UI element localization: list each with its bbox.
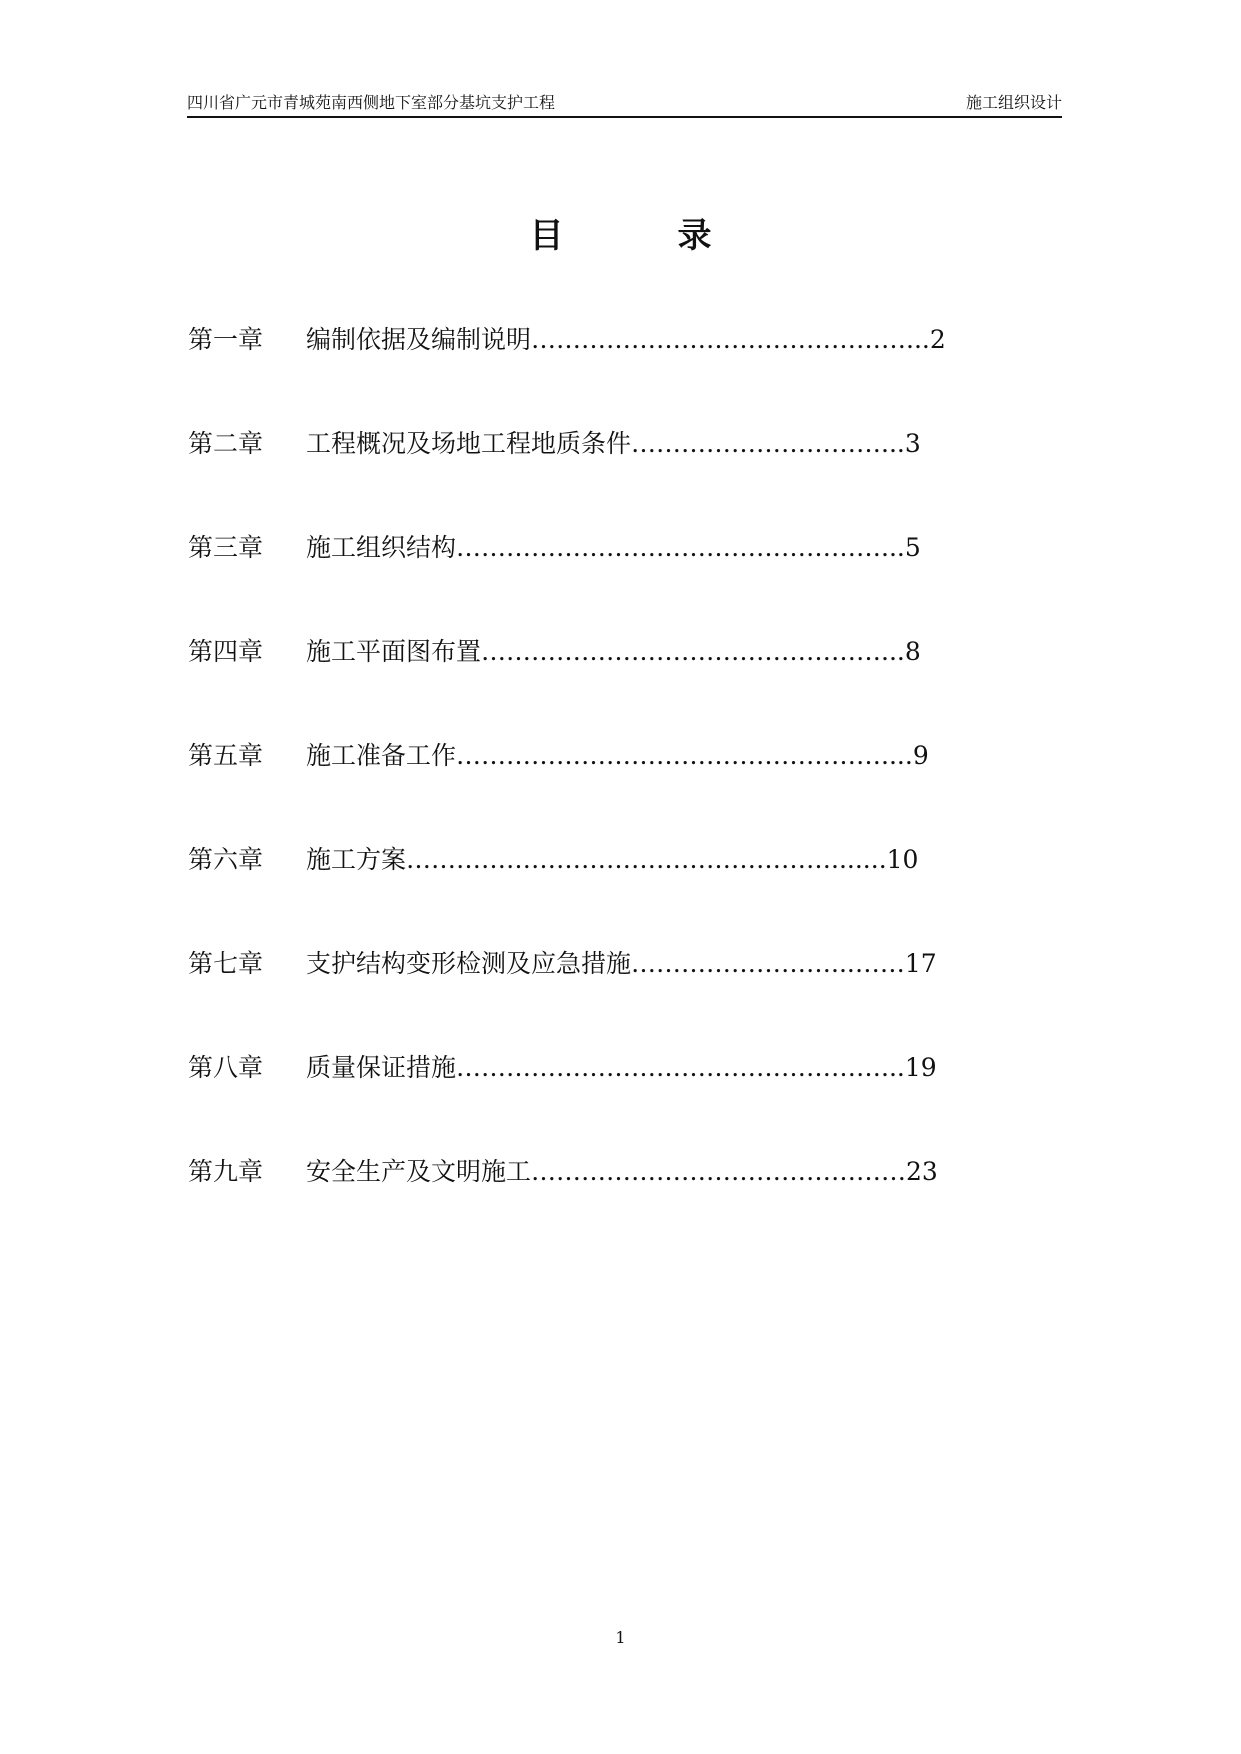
toc-entry[interactable]	[188, 320, 946, 424]
toc-page-number: 9	[912, 741, 929, 770]
header-project-title: 四川省广元市青城苑南西侧地下室部分基坑支护工程	[187, 93, 556, 112]
toc-chapter-number: 第六章	[188, 845, 264, 874]
table-of-contents	[188, 320, 946, 1256]
toc-title: 目 录	[529, 216, 752, 256]
toc-entry[interactable]	[188, 1152, 946, 1256]
toc-dot-leader: ……………………………………………...	[456, 1053, 905, 1082]
toc-entry[interactable]	[188, 944, 946, 1048]
toc-chapter-title: 施工平面图布置	[306, 637, 482, 666]
toc-page-number: 10	[886, 845, 919, 874]
toc-dot-leader: ………………………………………...	[531, 325, 930, 354]
header-document-type: 施工组织设计	[965, 93, 1062, 112]
toc-chapter-title: 施工方案	[306, 845, 407, 874]
toc-page-number: 23	[906, 1157, 938, 1186]
toc-entry[interactable]	[188, 424, 946, 528]
toc-chapter-number: 第四章	[188, 637, 264, 666]
toc-entry[interactable]	[188, 840, 946, 944]
toc-dot-leader: …………………………………………...	[481, 637, 905, 666]
toc-chapter-number: 第二章	[188, 429, 264, 458]
toc-chapter-title: 支护结构变形检测及应急措施	[306, 949, 632, 978]
toc-entry[interactable]	[188, 528, 946, 632]
toc-chapter-number: 第九章	[188, 1157, 264, 1186]
toc-dot-leader: …………………………...	[631, 429, 905, 458]
toc-dot-leader: ……………………………………………....	[456, 741, 913, 770]
toc-chapter-title: 安全生产及文明施工	[306, 1157, 532, 1186]
toc-chapter-number: 第八章	[188, 1053, 264, 1082]
toc-dot-leader: …………………………………………….......	[406, 845, 887, 874]
toc-page-number: 3	[904, 429, 921, 458]
toc-entry[interactable]	[188, 736, 946, 840]
toc-page-number: 19	[904, 1053, 937, 1082]
toc-chapter-number: 第五章	[188, 741, 264, 770]
toc-page-number: 17	[904, 949, 937, 978]
toc-dot-leader: ……………………...……	[631, 949, 905, 978]
running-header	[187, 86, 1062, 118]
toc-chapter-number: 第三章	[188, 533, 264, 562]
toc-page-number: 2	[929, 325, 946, 354]
toc-chapter-title: 编制依据及编制说明	[306, 325, 532, 354]
toc-page-number: 8	[904, 637, 921, 666]
toc-chapter-title: 施工准备工作	[306, 741, 457, 770]
toc-chapter-title: 施工组织结构	[306, 533, 457, 562]
toc-entry[interactable]	[188, 632, 946, 736]
toc-chapter-title: 质量保证措施	[306, 1053, 457, 1082]
page-number: 1	[615, 1628, 626, 1647]
toc-chapter-number: 第一章	[188, 325, 264, 354]
toc-dot-leader: ……………………………………………...	[456, 533, 905, 562]
toc-dot-leader: ………………………………………	[531, 1157, 907, 1186]
toc-chapter-number: 第七章	[188, 949, 264, 978]
toc-chapter-title: 工程概况及场地工程地质条件	[306, 429, 632, 458]
toc-page-number: 5	[904, 533, 921, 562]
toc-entry[interactable]	[188, 1048, 946, 1152]
